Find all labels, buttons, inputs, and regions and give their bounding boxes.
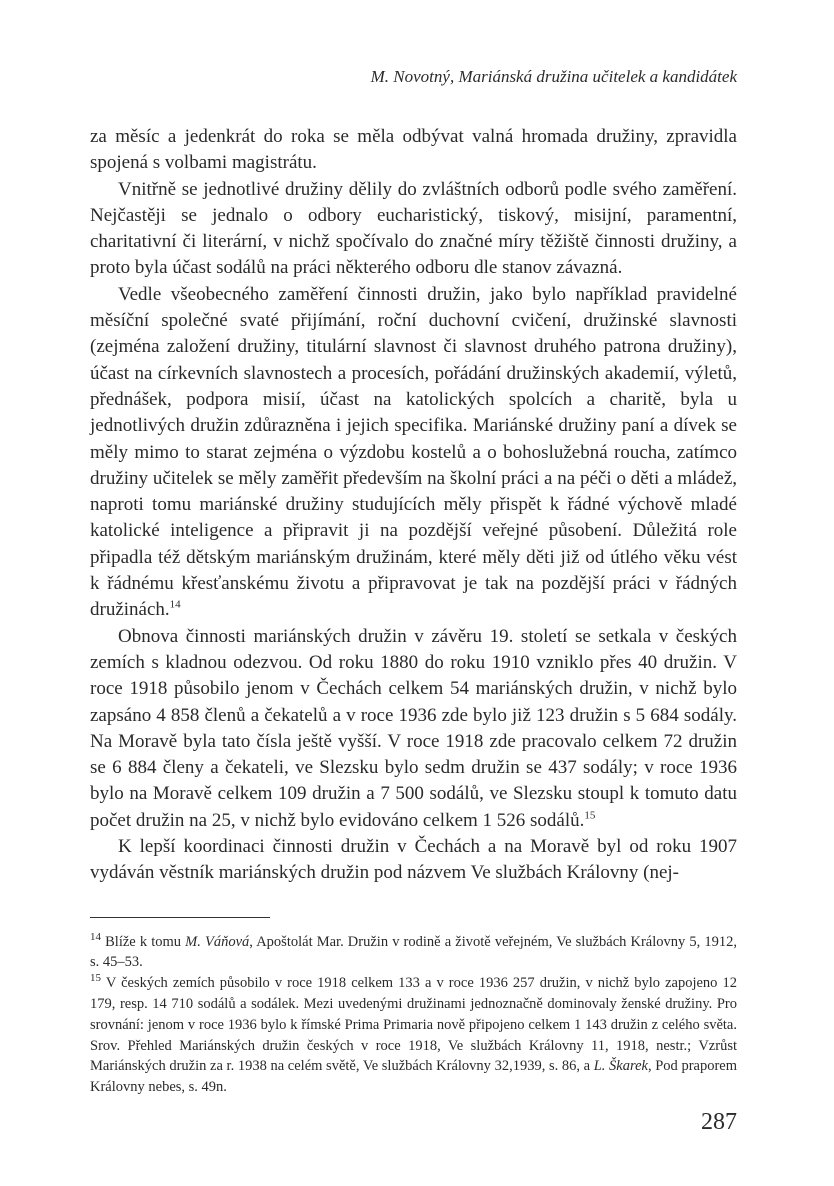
paragraph-1: za měsíc a jedenkrát do roka se měla odbývat valná hromada družiny, zpravidla spojená s volbami magistrátu. (90, 126, 737, 174)
footnote-15-author: L. Škarek (593, 1058, 648, 1075)
footnote-14-author: M. Váňová (185, 933, 250, 950)
footnote-14-text-before: Blíže k tomu (105, 933, 186, 950)
footnote-15-text-after: , Pod praporem Královny nebes, s. 49n. (90, 1058, 737, 1096)
footnote-divider (90, 917, 270, 918)
paragraph-2: Vnitřně se jednotlivé družiny dělily do zvláštních odborů podle svého zaměření. Nejčastěji se jednalo o odbory eucharistický, tiskový, misijní, paramentní, charitativní či literární, v nichž spočívalo do značné míry těžiště činnosti družiny, a proto byla účast sodálů na práci některého odboru dle stanov závazná. (90, 178, 737, 279)
footnote-14 (90, 932, 737, 974)
document-page (90, 66, 737, 1098)
footnote-ref-15[interactable]: 15 (584, 809, 596, 822)
footnote-number-15: 15 (90, 972, 101, 985)
footnote-ref-14[interactable]: 14 (169, 599, 181, 612)
body-text (90, 124, 737, 887)
paragraph-5: K lepší koordinaci činnosti družin v Čechách a na Moravě byl od roku 1907 vydáván věstník mariánských družin pod názvem Ve službách Královny (nej- (90, 836, 737, 884)
footnote-14-text-after: , Apoštolát Mar. Družin v rodině a životě veřejném, Ve službách Královny 5, 1912, s. 45–53. (90, 933, 738, 971)
paragraph-4-text: Obnova činnosti mariánských družin v závěru 19. století se setkala v českých zemích s kladnou odezvou. Od roku 1880 do roku 1910 vzniklo přes 40 družin. V roce 1918 působilo jenom v Čechách celkem 54 mariánských družin, v nichž bylo zapsáno 4 858 členů a čekatelů a v roce 1936 zde bylo již 123 družin s 5 684 sodály. Na Moravě byla tato čísla ještě vyšší. V roce 1918 zde pracovalo celkem 72 družin se 6 884 členy a čekateli, ve Slezsku bylo sedm družin se 437 sodály; v roce 1936 bylo na Moravě celkem 109 družin a 7 500 sodálů, ve Slezsku stoupl k tomuto datu počet družin na 25, v nichž bylo evidováno celkem 1 526 sodálů. (90, 625, 737, 831)
paragraph-3-text: Vedle všeobecného zaměření činnosti družin, jako bylo například pravidelné měsíční společné svaté přijímání, roční duchovní cvičení, družinské slavnosti (zejména založení družiny, titulární slavnost či slavnost druhého patrona družiny), účast na církevních slavnostech a procesích, pořádání družinských akademií, výletů, přednášek, podpora misií, účast na katolických spolcích a charitě, byla u jednotlivých družin zdůrazněna i jejich specifika. Mariánské družiny paní a dívek se měly mimo to starat zejména o výzdobu kostelů a o bohoslužebná roucha, zatímco družiny učitelek se měly zaměřit především na školní práci a na péči o děti a mládež, naproti tomu mariánské družiny studujících měly přispět k řádné výchově mladé katolické inteligence a připravit ji na pozdější veřejné působení. Důležitá role připadla též dětským mariánským družinám, které měly děti již od útlého věku vést k řádnému křesťanskému životu a připravovat je tak na pozdější práci v řádných družinách. (90, 283, 737, 621)
footnote-15-text-before: V českých zemích působilo v roce 1918 celkem 133 a v roce 1936 257 družin, v nichž bylo zapojeno 12 179, resp. 14 710 sodálů a sodálek. Mezi uvedenými družinami jednoznačně dominovaly ženské družiny. Pro srovnání: jenom v roce 1936 bylo k římské Prima Primaria nově připojeno celkem 1 143 družin z celého světa. Srov. Přehled Mariánských družin českých v roce 1918, Ve službách Královny 11, 1918, nestr.; Vzrůst Mariánských družin za r. 1938 na celém světě, Ve službách Královny 32,1939, s. 86, a (90, 975, 737, 1075)
footnotes (90, 932, 737, 1098)
footnote-15 (90, 973, 737, 1098)
running-head: M. Novotný, Mariánská družina učitelek a kandidátek (370, 67, 737, 86)
page-number: 287 (701, 1109, 737, 1135)
footnote-number-14: 14 (90, 930, 101, 943)
paragraph-4 (90, 624, 737, 834)
paragraph-3 (90, 282, 737, 624)
